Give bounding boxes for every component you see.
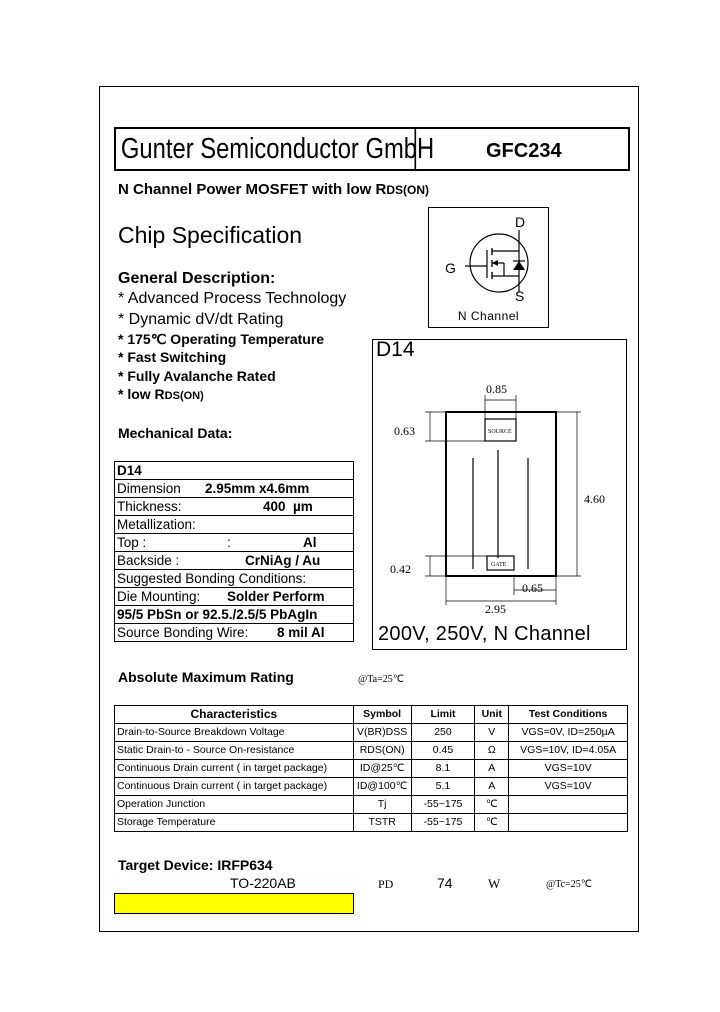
cell-limit: -55~175: [411, 814, 475, 832]
cell-unit: A: [475, 778, 509, 796]
header-symbol: Symbol: [353, 706, 411, 724]
cell-symbol: ID@100℃: [353, 778, 411, 796]
cell-characteristic: Continuous Drain current ( in target package): [115, 778, 354, 796]
n-channel-caption: N Channel: [457, 309, 520, 323]
absolute-max-table: [114, 705, 628, 832]
part-number: GFC234: [486, 140, 562, 162]
header-test-conditions: Test Conditions: [509, 706, 628, 724]
backside-label: Backside :: [117, 553, 180, 568]
cell-unit: Ω: [475, 742, 509, 760]
table-row: [115, 516, 354, 534]
mechanical-data-title: Mechanical Data:: [118, 425, 233, 441]
company-name: Gunter Semiconductor GmbH: [116, 129, 416, 169]
cell-symbol: TSTR: [353, 814, 411, 832]
dim-063: 0.63: [394, 424, 415, 438]
wire-label: Source Bonding Wire:: [117, 625, 249, 640]
product-subtitle: [118, 181, 429, 198]
thickness-cell: [115, 498, 354, 516]
cell-unit: ℃: [475, 796, 509, 814]
dimension-cell: [115, 480, 354, 498]
header-limit: Limit: [411, 706, 475, 724]
cell-characteristic: Continuous Drain current ( in target package): [115, 760, 354, 778]
cell-test-condition: VGS=0V, ID=250µA: [509, 724, 628, 742]
cell-symbol: V(BR)DSS: [353, 724, 411, 742]
dim-460: 4.60: [584, 492, 605, 506]
table-row: [115, 588, 354, 606]
cell-symbol: Tj: [353, 796, 411, 814]
cell-characteristic: Storage Temperature: [115, 814, 354, 832]
source-label: S: [515, 288, 525, 304]
die-footer: 200V, 250V, N Channel: [378, 623, 591, 645]
dim-295: 2.95: [485, 602, 506, 616]
feature-item: * 175℃ Operating Temperature: [118, 331, 325, 347]
cell-characteristic: Operation Junction: [115, 796, 354, 814]
wire-cell: [115, 624, 354, 642]
dim-085: 0.85: [486, 382, 507, 396]
cell-test-condition: VGS=10V: [509, 778, 628, 796]
cell-limit: 8.1: [411, 760, 475, 778]
top-cell: [115, 534, 354, 552]
pd-value: 74: [437, 875, 453, 891]
dimension-label: Dimension: [117, 481, 181, 496]
top-colon: :: [227, 535, 231, 550]
mechanical-data-table: [114, 461, 354, 642]
feature-item-low-rds: [118, 386, 204, 402]
cell-unit: V: [475, 724, 509, 742]
cell-limit: 5.1: [411, 778, 475, 796]
table-header-row: [115, 706, 628, 724]
header: [114, 127, 630, 171]
table-row: [115, 552, 354, 570]
backside-value: CrNiAg / Au: [245, 553, 321, 568]
chip-spec-heading: Chip Specification: [118, 222, 303, 248]
metallization-cell: Metallization:: [115, 516, 354, 534]
dim-042: 0.42: [390, 562, 411, 576]
target-package: TO-220AB: [230, 875, 296, 891]
table-row: [115, 462, 354, 480]
die-title: D14: [376, 338, 415, 361]
cell-symbol: ID@25℃: [353, 760, 411, 778]
cell-limit: 250: [411, 724, 475, 742]
subtitle-sub: DS(ON): [386, 183, 430, 197]
source-pad-label: SOURCE: [488, 429, 512, 435]
pd-symbol: PD: [378, 877, 394, 891]
subtitle-main: N Channel Power MOSFET with low R: [118, 181, 387, 198]
header-characteristics: Characteristics: [115, 706, 354, 724]
cell-characteristic: Static Drain-to - Source On-resistance: [115, 742, 354, 760]
cell-test-condition: [509, 796, 628, 814]
table-row: [115, 606, 354, 624]
low-rds-sub: DS(ON): [164, 390, 204, 402]
solder-cell: 95/5 PbSn or 92.5./2.5/5 PbAgIn: [115, 606, 354, 624]
table-row: [115, 796, 628, 814]
table-row: [115, 480, 354, 498]
cell-limit: -55~175: [411, 796, 475, 814]
thickness-value: 400 µm: [263, 499, 313, 514]
general-description-title: General Description:: [118, 270, 276, 287]
cell-test-condition: [509, 814, 628, 832]
gate-label: G: [445, 260, 456, 276]
header-unit: Unit: [475, 706, 509, 724]
cell-unit: A: [475, 760, 509, 778]
backside-cell: [115, 552, 354, 570]
feature-item: * Dynamic dV/dt Rating: [118, 311, 284, 328]
table-row: [115, 570, 354, 588]
dimension-value: 2.95mm x4.6mm: [205, 481, 310, 496]
top-label: Top :: [117, 535, 147, 550]
table-row: [115, 534, 354, 552]
cell-unit: ℃: [475, 814, 509, 832]
thickness-label: Thickness:: [117, 499, 182, 514]
feature-item: * Fast Switching: [118, 349, 227, 365]
gate-pad-label: GATE: [491, 562, 507, 568]
top-value: Al: [303, 535, 317, 550]
wire-value: 8 mil Al: [277, 625, 325, 640]
absolute-max-condition: @Ta=25℃: [358, 674, 404, 685]
table-row: [115, 814, 628, 832]
table-row: [115, 498, 354, 516]
dim-065: 0.65: [522, 581, 543, 595]
bonding-cell: Suggested Bonding Conditions:: [115, 570, 354, 588]
cell-characteristic: Drain-to-Source Breakdown Voltage: [115, 724, 354, 742]
target-device-title: Target Device: IRFP634: [118, 857, 273, 873]
feature-item: * Advanced Process Technology: [118, 290, 347, 307]
pd-condition: @Tc=25℃: [546, 879, 592, 890]
mosfet-symbol-box: [428, 207, 549, 328]
drain-label: D: [515, 214, 526, 230]
die-mount-value: Solder Perform: [227, 589, 325, 604]
cell-test-condition: VGS=10V, ID=4.05A: [509, 742, 628, 760]
pd-unit: W: [488, 876, 501, 891]
cell-limit: 0.45: [411, 742, 475, 760]
table-row: [115, 742, 628, 760]
feature-item: * Fully Avalanche Rated: [118, 368, 276, 384]
die-mount-label: Die Mounting:: [117, 589, 201, 604]
die-drawing-box: [372, 339, 627, 650]
table-row: [115, 778, 628, 796]
highlight-box: [114, 893, 354, 914]
cell-symbol: RDS(ON): [353, 742, 411, 760]
low-rds-main: * low R: [118, 386, 165, 402]
mosfet-symbol-icon: [429, 208, 548, 308]
table-row: [115, 724, 628, 742]
cell-test-condition: VGS=10V: [509, 760, 628, 778]
absolute-max-title: Absolute Maximum Rating: [118, 669, 294, 685]
die-name-cell: D14: [115, 462, 354, 480]
table-row: [115, 624, 354, 642]
table-row: [115, 760, 628, 778]
die-mount-cell: [115, 588, 354, 606]
